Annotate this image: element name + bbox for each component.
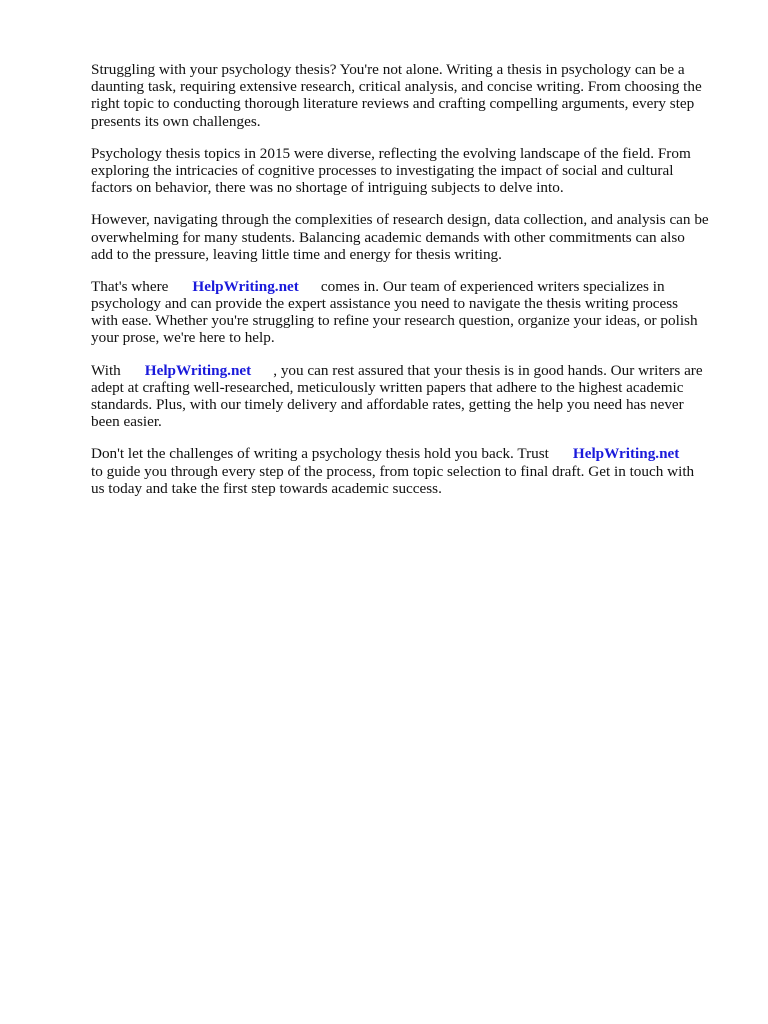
paragraph-assurance bbox=[91, 362, 731, 431]
paragraph-service bbox=[91, 278, 731, 347]
text-fragment: Don't let the challenges of writing a psychology thesis hold you back. Trust bbox=[91, 445, 549, 463]
text-line: Psychology thesis topics in 2015 were diverse, reflecting the evolving landscape of the field. From bbox=[91, 144, 691, 162]
text-line: psychology and can provide the expert assistance you need to navigate the thesis writing process bbox=[91, 295, 679, 313]
text-fragment: That's where bbox=[91, 277, 169, 295]
text-line: your prose, we're here to help. bbox=[91, 329, 275, 347]
paragraph-intro bbox=[91, 61, 731, 130]
helpwriting-link[interactable]: HelpWriting.net bbox=[144, 361, 252, 379]
text-fragment: comes in. Our team of experienced writers specializes in bbox=[320, 277, 665, 295]
helpwriting-link[interactable]: HelpWriting.net bbox=[192, 277, 299, 295]
text-fragment: , you can rest assured that your thesis is in good hands. Our writers are bbox=[273, 361, 703, 379]
paragraph-closing bbox=[91, 445, 731, 497]
text-line: us today and take the first step towards academic success. bbox=[91, 479, 442, 497]
text-line: with ease. Whether you're struggling to refine your research question, organize your ideas, or polish bbox=[91, 312, 698, 330]
text-line bbox=[91, 445, 731, 462]
text-line: daunting task, requiring extensive research, critical analysis, and concise writing. From choosing the bbox=[91, 78, 702, 96]
document-body bbox=[91, 61, 731, 512]
text-line: to guide you through every step of the process, from topic selection to final draft. Get in touch with bbox=[91, 462, 695, 480]
text-line: add to the pressure, leaving little time and energy for thesis writing. bbox=[91, 245, 502, 263]
text-line: overwhelming for many students. Balancing academic demands with other commitments can also bbox=[91, 228, 685, 246]
text-line: right topic to conducting thorough literature reviews and crafting compelling arguments, every step bbox=[91, 95, 695, 113]
text-line bbox=[91, 362, 731, 379]
text-line bbox=[91, 278, 731, 295]
text-fragment: With bbox=[91, 361, 121, 379]
text-line: adept at crafting well-researched, meticulously written papers that adhere to the highest academic bbox=[91, 378, 684, 396]
text-line: However, navigating through the complexities of research design, data collection, and analysis can be bbox=[91, 211, 709, 229]
text-line: exploring the intricacies of cognitive processes to investigating the impact of social and cultural bbox=[91, 161, 674, 179]
paragraph-topics bbox=[91, 145, 731, 197]
text-line: standards. Plus, with our timely delivery and affordable rates, getting the help you need has never bbox=[91, 396, 684, 413]
text-line: been easier. bbox=[91, 413, 162, 431]
text-line: factors on behavior, there was no shortage of intriguing subjects to delve into. bbox=[91, 179, 564, 197]
text-line: presents its own challenges. bbox=[91, 112, 261, 130]
helpwriting-link[interactable]: HelpWriting.net bbox=[572, 445, 680, 463]
paragraph-challenges bbox=[91, 211, 731, 263]
text-line: Struggling with your psychology thesis? You're not alone. Writing a thesis in psychology can be a bbox=[91, 61, 685, 78]
